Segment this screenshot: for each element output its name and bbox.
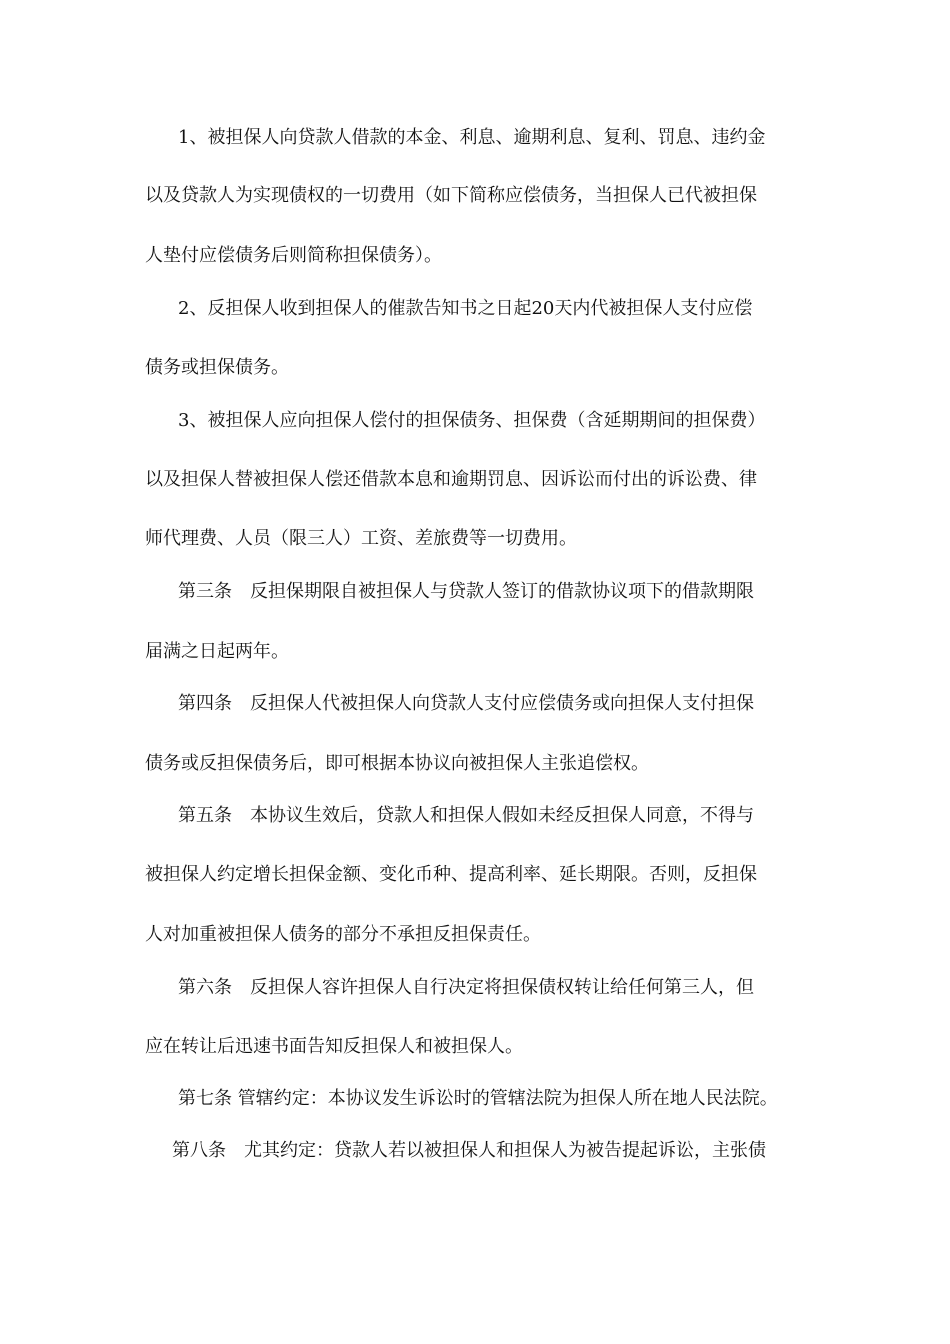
text-line: 第六条 反担保人容许担保人自行决定将担保债权转让给任何第三人，但 (178, 977, 754, 998)
text-line: 应在转让后迅速书面告知反担保人和被担保人。 (145, 1036, 523, 1057)
text-line: 第七条 管辖约定：本协议发生诉讼时的管辖法院为担保人所在地人民法院。 (178, 1088, 778, 1109)
text-line: 第八条 尤其约定：贷款人若以被担保人和担保人为被告提起诉讼，主张债 (172, 1140, 766, 1161)
text-line: 第四条 反担保人代被担保人向贷款人支付应偿债务或向担保人支付担保 (178, 693, 754, 714)
text-line: 届满之日起两年。 (145, 641, 289, 662)
text-line: 以及担保人替被担保人偿还借款本息和逾期罚息、因诉讼而付出的诉讼费、律 (145, 469, 757, 490)
text-line: 人垫付应偿债务后则简称担保债务）。 (145, 245, 442, 266)
text-line: 债务或反担保债务后，即可根据本协议向被担保人主张追偿权。 (145, 753, 649, 774)
text-line: 第三条 反担保期限自被担保人与贷款人签订的借款协议项下的借款期限 (178, 581, 754, 602)
text-line: 3、被担保人应向担保人偿付的担保债务、担保费（含延期期间的担保费） (178, 410, 766, 431)
text-line: 第五条 本协议生效后，贷款人和担保人假如未经反担保人同意，不得与 (178, 805, 754, 826)
text-line: 2、反担保人收到担保人的催款告知书之日起20天内代被担保人支付应偿 (178, 298, 753, 319)
text-line: 以及贷款人为实现债权的一切费用（如下简称应偿债务，当担保人已代被担保 (145, 185, 757, 206)
text-line: 债务或担保债务。 (145, 357, 289, 378)
text-line: 师代理费、人员（限三人）工资、差旅费等一切费用。 (145, 528, 577, 549)
text-line: 人对加重被担保人债务的部分不承担反担保责任。 (145, 924, 541, 945)
text-line: 1、被担保人向贷款人借款的本金、利息、逾期利息、复利、罚息、违约金 (178, 127, 766, 148)
text-line: 被担保人约定增长担保金额、变化币种、提高利率、延长期限。否则，反担保 (145, 864, 757, 885)
